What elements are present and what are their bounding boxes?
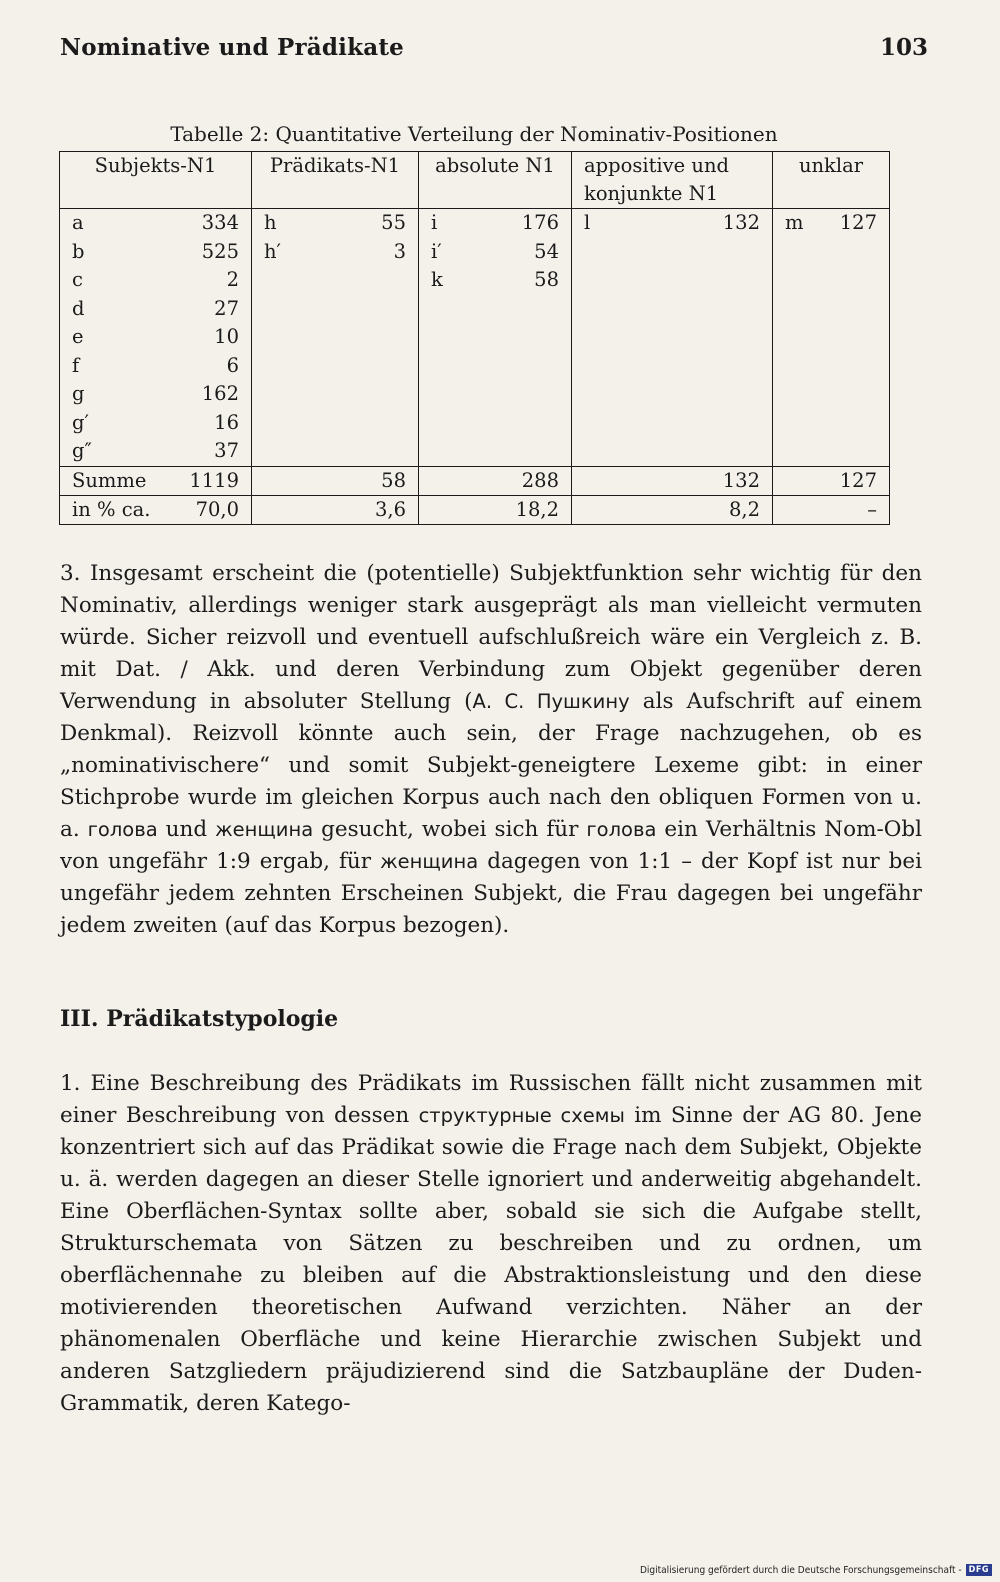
subjekts-entry [72, 380, 239, 409]
subjekts-entry [72, 238, 239, 267]
subjekts-entry [72, 295, 239, 324]
header-appositive [572, 152, 773, 209]
subjekts-entry [72, 209, 239, 238]
unklar-entry-label: m [785, 211, 804, 234]
percent-subjekts [60, 495, 252, 524]
unklar-entry [785, 209, 877, 238]
header-appositive-line2: konjunkte N1 [584, 182, 719, 205]
para2-text-1: 1. Eine Beschreibung des Prädikats im Russischen fällt nicht zusammen mit einer Beschreibung von dessen [60, 1071, 922, 1128]
percent-appositive: 8,2 [572, 495, 773, 524]
absolute-entry-value: 58 [534, 268, 559, 291]
distribution-table [59, 151, 890, 525]
sum-appositive: 132 [572, 466, 773, 495]
percent-unklar: – [773, 495, 890, 524]
sum-value: 1119 [189, 468, 239, 492]
sum-absolute: 288 [419, 466, 572, 495]
header-praedikats: Prädikats-N1 [252, 152, 419, 209]
subjekts-entry-label: c [72, 268, 83, 291]
absolute-entry [431, 209, 559, 238]
subjekts-entry [72, 352, 239, 381]
praedikats-entry-value: 55 [381, 211, 406, 234]
absolute-entry-value: 176 [521, 211, 559, 234]
subjekts-entry-value: 525 [201, 239, 239, 263]
section-heading: III. Prädikatstypologie [60, 1006, 339, 1032]
header-subjekts: Subjekts-N1 [60, 152, 252, 209]
paragraph-1-section-3 [60, 1068, 922, 1420]
subjekts-entry-label: d [72, 296, 85, 320]
table-caption: Tabelle 2: Quantitative Verteilung der Nominativ-Positionen [170, 122, 778, 146]
percent-absolute: 18,2 [419, 495, 572, 524]
para2-cyrillic-1: структурные схемы [418, 1104, 625, 1127]
absolute-entry-label: k [431, 268, 443, 291]
dfg-logo: DFG [966, 1564, 992, 1576]
subjekts-entry-value: 10 [214, 325, 239, 348]
digitization-footer [640, 1564, 992, 1576]
absolute-entry-value: 54 [534, 239, 559, 263]
sum-label: Summe [72, 468, 147, 492]
percent-praedikats: 3,6 [252, 495, 419, 524]
cell-praedikats-list [252, 209, 419, 467]
praedikats-entry [264, 238, 406, 267]
para1-text-2: als Aufschrift auf einem Denkmal). Reizvoll könnte auch sein, der Frage nachzugehen, ob es „nominativischere“ und somit Subjekt-geneigtere Lexeme gibt: in einer Stichprobe wurde im gleichen Korpus auch nach den obliquen Formen von u. a. [60, 689, 923, 842]
unklar-entry-value: 127 [839, 211, 877, 234]
subjekts-entry-label: e [72, 325, 84, 348]
para1-cyrillic-2: голова [87, 818, 158, 841]
table-body-row [60, 209, 890, 467]
praedikats-entry-label: h [264, 211, 277, 234]
cell-absolute-list [419, 209, 572, 467]
subjekts-entry-value: 2 [226, 268, 239, 291]
subjekts-entry [72, 266, 239, 295]
subjekts-entry [72, 437, 239, 466]
running-title: Nominative und Prädikate [60, 34, 404, 61]
subjekts-entry-value: 37 [214, 439, 239, 462]
cell-unklar-list [773, 209, 890, 467]
para1-text-3: und [157, 817, 216, 842]
subjekts-entry-label: b [72, 239, 85, 263]
absolute-entry [431, 238, 559, 267]
subjekts-entry-label: g [72, 382, 85, 405]
cell-appositive-list [572, 209, 773, 467]
subjekts-entry-value: 334 [201, 211, 239, 234]
footer-text: Digitalisierung gefördert durch die Deutsche Forschungsgemeinschaft - [639, 1564, 962, 1576]
absolute-entry-label: i [431, 211, 438, 234]
para1-cyrillic-5: женщина [380, 850, 479, 873]
sum-praedikats: 58 [252, 466, 419, 495]
subjekts-entry-value: 27 [214, 296, 239, 320]
praedikats-entry [264, 209, 406, 238]
header-appositive-line1: appositive und [584, 154, 730, 177]
header-absolute: absolute N1 [419, 152, 572, 209]
sum-subjekts [60, 466, 252, 495]
table-sum-row [60, 466, 890, 495]
para1-cyrillic-1: А. С. Пушкину [472, 690, 630, 713]
subjekts-entry [72, 323, 239, 352]
subjekts-entry-label: g″ [72, 439, 92, 462]
paragraph-3 [60, 558, 922, 942]
percent-value: 70,0 [195, 497, 239, 521]
cell-subjekts-list [60, 209, 252, 467]
para1-cyrillic-4: голова [586, 818, 657, 841]
appositive-entry-label: l [584, 211, 591, 234]
para2-text-2: im Sinne der AG 80. Jene konzentriert sich auf das Prädikat sowie die Frage nach dem Subjekt, Objekte u. ä. werden dagegen an dieser Stelle ignoriert und anderweitig abgehandelt. Eine Oberflächen-Syntax sollte aber, sobald sie sich die Aufgabe stellt, Strukturschemata von Sätzen zu beschreiben und zu ordnen, um oberflächennahe zu bleiben auf die Abstraktionsleistung und den diese motivierenden theoretischen Aufwand verzichten. Näher an der phänomenalen Oberfläche und keine Hierarchie zwischen Subjekt und anderen Satzgliedern präjudizierend sind die Satzbaupläne der Duden-Grammatik, deren Katego- [60, 1103, 922, 1416]
para1-text-4: gesucht, wobei sich für [313, 817, 587, 842]
appositive-entry [584, 209, 760, 238]
subjekts-entry-value: 162 [201, 382, 239, 405]
para1-text-6: dagegen von 1:1 – der Kopf ist nur bei ungefähr jedem zehnten Erscheinen Subjekt, die Frau dagegen bei ungefähr jedem zweiten (auf das Korpus bezogen). [60, 849, 922, 938]
sum-unklar: 127 [773, 466, 890, 495]
subjekts-entry-label: a [72, 211, 84, 234]
praedikats-entry-label: h′ [264, 239, 281, 263]
subjekts-entry [72, 409, 239, 438]
subjekts-entry-label: g′ [72, 410, 89, 434]
table-percent-row [60, 495, 890, 524]
absolute-entry-label: i′ [431, 239, 442, 263]
appositive-entry-value: 132 [722, 211, 760, 234]
para1-text-5: ein Verhältnis Nom-Obl von ungefähr 1:9 ergab, für [60, 817, 922, 874]
running-head [60, 34, 928, 68]
para1-text-1: 3. Insgesamt erscheint die (potentielle) Subjektfunktion sehr wichtig für den Nominativ, allerdings weniger stark ausgeprägt als man vielleicht vermuten würde. Sicher reizvoll und eventuell aufschlußreich wäre ein Vergleich z. B. mit Dat. / Akk. und deren Verbindung zum Objekt gegenüber deren Verwendung in absoluter Stellung ( [60, 561, 922, 714]
praedikats-entry-value: 3 [393, 239, 406, 263]
para1-cyrillic-3: женщина [215, 818, 314, 841]
subjekts-entry-value: 16 [214, 410, 239, 434]
subjekts-entry-label: f [72, 353, 80, 377]
subjekts-entry-value: 6 [226, 353, 239, 377]
header-unklar: unklar [773, 152, 890, 209]
page-number: 103 [879, 34, 928, 61]
absolute-entry [431, 266, 559, 295]
table-header-row [60, 152, 890, 209]
percent-label: in % ca. [72, 497, 151, 521]
